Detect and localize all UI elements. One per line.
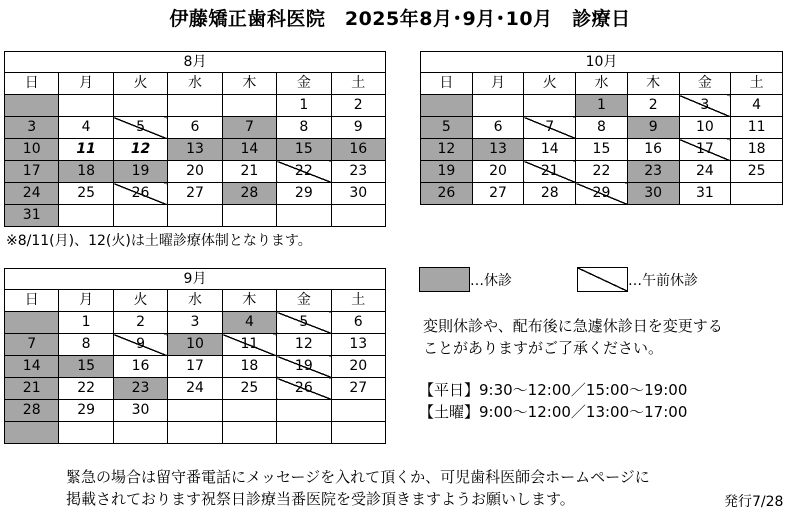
weekday-header: 木 xyxy=(627,73,679,95)
day-cell: 27 xyxy=(168,183,222,205)
week-row xyxy=(5,95,386,117)
empty-cell xyxy=(731,183,783,205)
day-cell: 20 xyxy=(168,161,222,183)
empty-cell xyxy=(168,400,222,422)
day-cell: 20 xyxy=(472,161,524,183)
empty-cell xyxy=(168,205,222,227)
day-cell: 4 xyxy=(222,312,276,334)
day-cell: 21 xyxy=(222,161,276,183)
week-row xyxy=(5,312,386,334)
day-cell: 13 xyxy=(472,139,524,161)
weekday-hours: 【平日】9:30～12:00／15:00～19:00 xyxy=(419,381,688,399)
day-cell: 17 xyxy=(679,139,731,161)
calendar-august xyxy=(4,51,386,227)
change-notice-line2: ことがありますがご了承ください。 xyxy=(423,339,664,357)
legend-closed-swatch xyxy=(419,267,470,292)
empty-cell xyxy=(59,422,113,444)
day-cell: 28 xyxy=(524,183,576,205)
day-cell: 16 xyxy=(113,356,167,378)
week-row xyxy=(5,161,386,183)
emergency-notice-line1: 緊急の場合は留守番電話にメッセージを入れて頂くか、可児歯科医師会ホームページに xyxy=(66,468,650,486)
day-cell: 12 xyxy=(277,334,331,356)
day-cell: 20 xyxy=(331,356,385,378)
day-cell: 11 xyxy=(222,334,276,356)
day-cell: 12 xyxy=(113,139,167,161)
weekday-header: 金 xyxy=(277,73,331,95)
empty-cell xyxy=(222,95,276,117)
emergency-notice-line2: 掲載されております祝祭日診療当番医院を受診頂きますようお願いします。 xyxy=(66,490,575,508)
empty-cell xyxy=(59,205,113,227)
month-header: 9月 xyxy=(5,269,386,290)
change-notice-line1: 変則休診や、配布後に急遽休診日を変更する xyxy=(423,317,723,335)
day-cell: 21 xyxy=(524,161,576,183)
day-cell: 23 xyxy=(627,161,679,183)
week-row xyxy=(421,161,783,183)
day-cell: 15 xyxy=(277,139,331,161)
day-cell: 13 xyxy=(168,139,222,161)
month-header: 8月 xyxy=(5,52,386,73)
day-cell: 14 xyxy=(222,139,276,161)
day-cell: 26 xyxy=(113,183,167,205)
day-cell: 29 xyxy=(59,400,113,422)
weekday-header: 日 xyxy=(421,73,473,95)
calendar-october xyxy=(420,51,783,205)
week-row xyxy=(5,422,386,444)
weekday-header: 木 xyxy=(222,73,276,95)
day-cell: 6 xyxy=(331,312,385,334)
empty-cell xyxy=(113,422,167,444)
day-cell: 21 xyxy=(5,378,59,400)
day-cell: 14 xyxy=(524,139,576,161)
weekday-header: 火 xyxy=(113,73,167,95)
empty-cell xyxy=(524,95,576,117)
day-cell: 14 xyxy=(5,356,59,378)
weekday-header: 土 xyxy=(331,73,385,95)
day-cell: 22 xyxy=(277,161,331,183)
day-cell: 5 xyxy=(277,312,331,334)
day-cell: 3 xyxy=(5,117,59,139)
day-cell: 11 xyxy=(59,139,113,161)
day-cell: 18 xyxy=(731,139,783,161)
weekday-header: 水 xyxy=(576,73,628,95)
empty-cell xyxy=(222,422,276,444)
day-cell: 6 xyxy=(168,117,222,139)
empty-cell xyxy=(331,400,385,422)
day-cell: 15 xyxy=(59,356,113,378)
day-cell: 30 xyxy=(331,183,385,205)
weekday-header: 日 xyxy=(5,290,59,312)
empty-cell xyxy=(5,95,59,117)
day-cell: 23 xyxy=(331,161,385,183)
day-cell: 16 xyxy=(627,139,679,161)
weekday-header: 火 xyxy=(113,290,167,312)
day-cell: 18 xyxy=(222,356,276,378)
empty-cell xyxy=(277,205,331,227)
legend-half-label: …午前休診 xyxy=(628,273,698,289)
day-cell: 3 xyxy=(679,95,731,117)
empty-cell xyxy=(277,422,331,444)
empty-cell xyxy=(472,95,524,117)
empty-cell xyxy=(421,95,473,117)
day-cell: 22 xyxy=(576,161,628,183)
empty-cell xyxy=(113,205,167,227)
day-cell: 6 xyxy=(472,117,524,139)
week-row xyxy=(5,205,386,227)
day-cell: 25 xyxy=(222,378,276,400)
day-cell: 29 xyxy=(277,183,331,205)
week-row xyxy=(5,400,386,422)
weekday-header: 土 xyxy=(731,73,783,95)
day-cell: 7 xyxy=(5,334,59,356)
day-cell: 11 xyxy=(731,117,783,139)
day-cell: 10 xyxy=(5,139,59,161)
day-cell: 8 xyxy=(576,117,628,139)
week-row xyxy=(5,356,386,378)
legend-half-swatch xyxy=(577,267,628,292)
day-cell: 9 xyxy=(113,334,167,356)
weekday-header: 水 xyxy=(168,73,222,95)
day-cell: 25 xyxy=(59,183,113,205)
week-row xyxy=(5,183,386,205)
empty-cell xyxy=(222,205,276,227)
week-row xyxy=(421,95,783,117)
day-cell: 25 xyxy=(731,161,783,183)
empty-cell xyxy=(5,422,59,444)
empty-cell xyxy=(331,205,385,227)
day-cell: 9 xyxy=(627,117,679,139)
day-cell: 13 xyxy=(331,334,385,356)
page-title: 伊藤矯正歯科医院 2025年8月･9月･10月 診療日 xyxy=(169,8,631,30)
day-cell: 8 xyxy=(59,334,113,356)
weekday-header: 土 xyxy=(331,290,385,312)
weekday-header: 月 xyxy=(59,290,113,312)
month-header: 10月 xyxy=(421,52,783,73)
day-cell: 12 xyxy=(421,139,473,161)
weekday-header: 水 xyxy=(168,290,222,312)
august-note: ※8/11(月)、12(火)は土曜診療体制となります。 xyxy=(6,233,312,249)
day-cell: 30 xyxy=(627,183,679,205)
day-cell: 28 xyxy=(222,183,276,205)
week-row xyxy=(421,139,783,161)
empty-cell xyxy=(222,400,276,422)
issued-date: 発行7/28 xyxy=(724,494,784,510)
day-cell: 17 xyxy=(168,356,222,378)
weekday-header: 月 xyxy=(59,73,113,95)
week-row xyxy=(5,139,386,161)
day-cell: 19 xyxy=(113,161,167,183)
day-cell: 1 xyxy=(576,95,628,117)
day-cell: 5 xyxy=(113,117,167,139)
weekday-header: 金 xyxy=(679,73,731,95)
week-row xyxy=(5,334,386,356)
calendar-september xyxy=(4,268,386,444)
day-cell: 30 xyxy=(113,400,167,422)
day-cell: 1 xyxy=(59,312,113,334)
weekday-header: 日 xyxy=(5,73,59,95)
day-cell: 10 xyxy=(679,117,731,139)
day-cell: 17 xyxy=(5,161,59,183)
day-cell: 26 xyxy=(421,183,473,205)
empty-cell xyxy=(331,422,385,444)
day-cell: 24 xyxy=(168,378,222,400)
day-cell: 1 xyxy=(277,95,331,117)
day-cell: 31 xyxy=(5,205,59,227)
day-cell: 29 xyxy=(576,183,628,205)
day-cell: 4 xyxy=(731,95,783,117)
weekday-header: 月 xyxy=(472,73,524,95)
day-cell: 27 xyxy=(331,378,385,400)
empty-cell xyxy=(168,422,222,444)
empty-cell xyxy=(277,400,331,422)
week-row xyxy=(421,183,783,205)
day-cell: 2 xyxy=(627,95,679,117)
week-row xyxy=(421,117,783,139)
weekday-header: 木 xyxy=(222,290,276,312)
day-cell: 8 xyxy=(277,117,331,139)
empty-cell xyxy=(5,312,59,334)
day-cell: 10 xyxy=(168,334,222,356)
day-cell: 15 xyxy=(576,139,628,161)
day-cell: 19 xyxy=(277,356,331,378)
day-cell: 16 xyxy=(331,139,385,161)
day-cell: 7 xyxy=(222,117,276,139)
day-cell: 7 xyxy=(524,117,576,139)
empty-cell xyxy=(168,95,222,117)
day-cell: 19 xyxy=(421,161,473,183)
day-cell: 22 xyxy=(59,378,113,400)
day-cell: 2 xyxy=(331,95,385,117)
day-cell: 31 xyxy=(679,183,731,205)
legend-closed-label: …休診 xyxy=(470,273,512,289)
day-cell: 27 xyxy=(472,183,524,205)
empty-cell xyxy=(59,95,113,117)
week-row xyxy=(5,117,386,139)
day-cell: 18 xyxy=(59,161,113,183)
day-cell: 24 xyxy=(679,161,731,183)
weekday-header: 火 xyxy=(524,73,576,95)
day-cell: 26 xyxy=(277,378,331,400)
week-row xyxy=(5,378,386,400)
day-cell: 23 xyxy=(113,378,167,400)
day-cell: 2 xyxy=(113,312,167,334)
day-cell: 28 xyxy=(5,400,59,422)
empty-cell xyxy=(113,95,167,117)
day-cell: 4 xyxy=(59,117,113,139)
saturday-hours: 【土曜】9:00～12:00／13:00～17:00 xyxy=(419,403,688,421)
day-cell: 9 xyxy=(331,117,385,139)
day-cell: 3 xyxy=(168,312,222,334)
day-cell: 5 xyxy=(421,117,473,139)
weekday-header: 金 xyxy=(277,290,331,312)
day-cell: 24 xyxy=(5,183,59,205)
